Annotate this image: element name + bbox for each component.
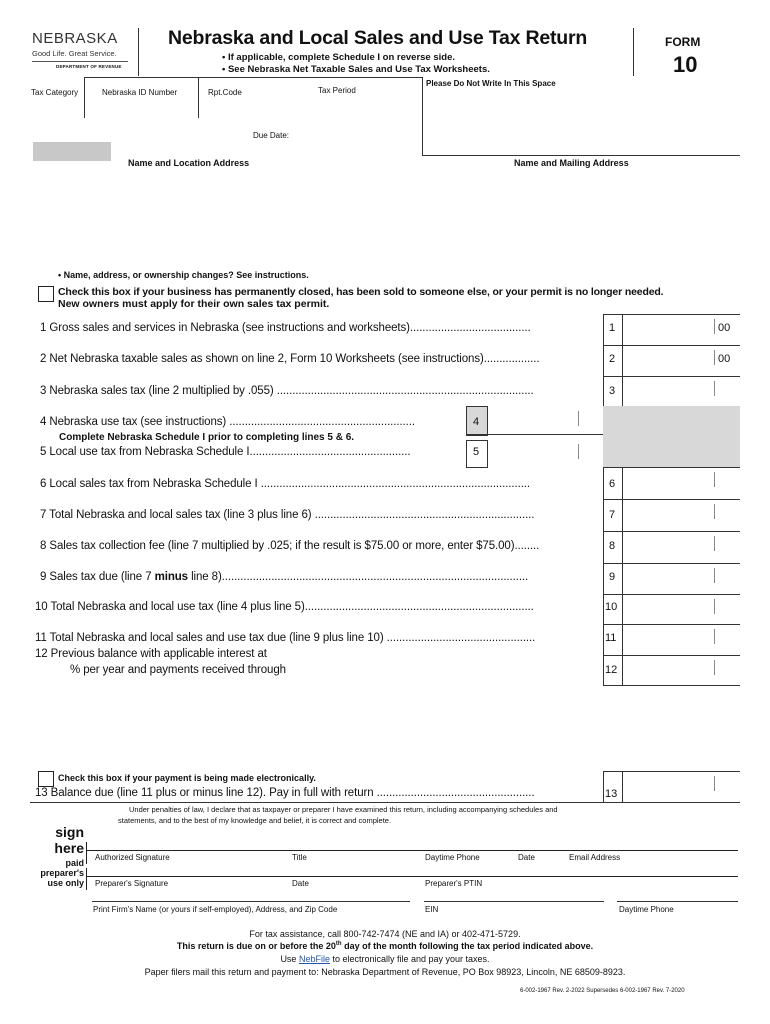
line-7-number: 7: [609, 509, 616, 521]
line-9-sales-tax-due: [40, 571, 528, 583]
line-13-balance-due: 13 Balance due (line 11 plus or minus line 12). Pay in full with return ...................................................: [35, 787, 535, 799]
preparer-date-label: Date: [292, 879, 309, 888]
line-1-gross-sales: 1 Gross sales and services in Nebraska (see instructions and worksheets).......................................: [40, 322, 531, 334]
line-5-local-use-tax: 5 Local use tax from Nebraska Schedule I....................................................: [40, 446, 411, 458]
line-8-amount-field[interactable]: [623, 532, 739, 562]
line-9-text-c: line 8)...................................................................................................: [187, 571, 529, 583]
line-3-number: 3: [609, 385, 616, 397]
preparer-ptin-label: Preparer's PTIN: [425, 879, 483, 888]
paid-preparer-label: [20, 858, 84, 888]
due-date-label: Due Date:: [253, 131, 290, 140]
email-address-label: Email Address: [569, 853, 621, 862]
preparer-signature-field[interactable]: [90, 862, 280, 876]
business-closed-text-1: Check this box if your business has permanently closed, has been sold to someone else, or your permit is no longer needed.: [58, 286, 664, 298]
line-2-amount-field[interactable]: [623, 346, 715, 374]
line-9-number: 9: [609, 571, 616, 583]
logo-department: DEPARTMENT OF REVENUE: [56, 64, 122, 69]
line-12-number: 12: [605, 664, 618, 676]
line-7-amount-field[interactable]: [623, 500, 739, 530]
line-7-total-sales-tax: 7 Total Nebraska and local sales tax (line 3 plus line 6) .......................................................................: [40, 509, 535, 521]
line-1-number: 1: [609, 322, 616, 334]
ein-label: EIN: [425, 905, 439, 914]
schedule-i-note: Complete Nebraska Schedule I prior to completing lines 5 & 6.: [59, 432, 355, 443]
line-13-number: 13: [605, 788, 618, 800]
line-10-total-use-tax: 10 Total Nebraska and local use tax (line 4 plus line 5)..........................................................................: [35, 601, 534, 613]
daytime-phone-field[interactable]: [424, 836, 510, 850]
barcode-area: [33, 142, 111, 161]
firm-phone-label: Daytime Phone: [619, 905, 674, 914]
line-6-amount-field[interactable]: [623, 468, 739, 498]
tax-assistance-note: For tax assistance, call 800-742-7474 (NE and IA) or 402-471-5729.: [249, 929, 521, 939]
title-label: Title: [292, 853, 307, 862]
name-mailing-address-label: Name and Mailing Address: [514, 158, 629, 168]
line-11-number: 11: [605, 632, 617, 644]
sign-here-label: [40, 824, 84, 856]
ein-field[interactable]: [424, 888, 604, 901]
penalty-statement-1: Under penalties of law, I declare that as taxpayer or preparer I have examined this return, including accompanying schedules and: [129, 805, 558, 814]
paid-text: paid: [65, 858, 84, 868]
preparer-date-field[interactable]: [290, 862, 410, 876]
revision-note: 6-002-1967 Rev. 2-2022 Supersedes 6-002-1967 Rev. 7-2020: [520, 988, 685, 994]
line-11-total-tax-due: 11 Total Nebraska and local sales and use tax due (line 9 plus line 10) ................................................: [35, 632, 536, 644]
penalty-statement-2: statements, and to the best of my knowledge and belief, it is correct and complete.: [118, 816, 392, 825]
here-text: here: [54, 840, 84, 856]
line-10-amount-field[interactable]: [623, 595, 739, 623]
tax-category-label: Tax Category: [31, 88, 79, 97]
tax-period-label: Tax Period: [318, 86, 356, 95]
line-12-interest-rate-text: % per year and payments received through: [70, 664, 286, 676]
preparer-signature-label: Preparer's Signature: [95, 879, 169, 888]
nebraska-logo: [32, 30, 132, 69]
line-5-amount-field[interactable]: [487, 441, 602, 466]
electronic-payment-checkbox[interactable]: [38, 771, 54, 787]
line-8-collection-fee: 8 Sales tax collection fee (line 7 multiplied by .025; if the result is $75.00 or more, enter $75.00)........: [40, 540, 540, 552]
firm-phone-field[interactable]: [617, 888, 738, 901]
line-12-previous-balance: 12 Previous balance with applicable interest at: [35, 648, 267, 660]
nebfile-link[interactable]: NebFile: [298, 954, 330, 964]
line-2-number: 2: [609, 353, 616, 365]
instruction-bullet-schedule: • If applicable, complete Schedule I on reverse side.: [222, 52, 455, 63]
preparers-text: preparer's: [40, 868, 84, 878]
line-3-nebraska-sales-tax: 3 Nebraska sales tax (line 2 multiplied by .055) ...................................................................................: [40, 385, 534, 397]
line-8-number: 8: [609, 540, 616, 552]
nebraska-id-label: Nebraska ID Number: [102, 88, 178, 97]
instruction-bullet-worksheets: • See Nebraska Net Taxable Sales and Use Tax Worksheets.: [222, 64, 490, 75]
authorized-signature-field[interactable]: [90, 836, 280, 850]
line-6-local-sales-tax: 6 Local sales tax from Nebraska Schedule I .......................................................................................: [40, 478, 530, 490]
nebfile-note: Use NebFile to electronically file and pay your taxes.: [280, 954, 490, 964]
authorized-signature-label: Authorized Signature: [95, 853, 170, 862]
ownership-changes-note: • Name, address, or ownership changes? See instructions.: [58, 270, 309, 280]
rpt-code-label: Rpt.Code: [208, 88, 242, 97]
logo-tagline: Good Life. Great Service.: [32, 49, 117, 58]
preparer-ptin-field[interactable]: [424, 862, 734, 876]
due-date-note: This return is due on or before the 20th day of the month following the tax period indicated above.: [176, 941, 594, 951]
business-closed-checkbox[interactable]: [38, 286, 54, 302]
sign-text: sign: [55, 824, 84, 840]
date-field[interactable]: [516, 836, 560, 850]
email-address-field[interactable]: [566, 836, 736, 850]
firm-name-label: Print Firm's Name (or yours if self-employed), Address, and Zip Code: [93, 905, 338, 914]
name-location-address-label: Name and Location Address: [128, 158, 250, 168]
do-not-write-label: Please Do Not Write In This Space: [426, 79, 556, 88]
form-label: FORM: [665, 35, 701, 49]
form-number: 10: [673, 52, 698, 77]
line-9-amount-field[interactable]: [623, 564, 739, 593]
line-2-net-taxable-sales: 2 Net Nebraska taxable sales as shown on line 2, Form 10 Worksheets (see instructions)..................: [40, 353, 540, 365]
business-closed-text-2: New owners must apply for their own sales tax permit.: [58, 298, 330, 310]
mailing-instructions: Paper filers mail this return and payment to: Nebraska Department of Revenue, PO Box 98923, Lincoln, NE 68509-8923.: [144, 967, 626, 977]
form-title: Nebraska and Local Sales and Use Tax Return: [168, 27, 588, 49]
line-4-nebraska-use-tax: 4 Nebraska use tax (see instructions) ............................................................: [40, 416, 415, 428]
line-1-amount-field[interactable]: [623, 315, 715, 343]
shaded-area: [603, 406, 740, 467]
line-3-amount-field[interactable]: [623, 377, 739, 405]
use-only-text: use only: [47, 878, 84, 888]
line-10-number: 10: [605, 601, 618, 613]
line-6-number: 6: [609, 478, 616, 490]
line-4-amount-field[interactable]: [487, 407, 602, 434]
line-9-text-a: 9 Sales tax due (line 7: [40, 571, 155, 583]
title-field[interactable]: [290, 836, 410, 850]
line-13-amount-field[interactable]: [623, 772, 739, 801]
line-1-cents: 00: [718, 322, 731, 334]
daytime-phone-label: Daytime Phone: [425, 853, 480, 862]
line-12-amount-field[interactable]: [623, 656, 739, 685]
line-9-minus: minus: [154, 571, 188, 583]
line-11-amount-field[interactable]: [623, 625, 739, 654]
line-5-number: 5: [473, 446, 480, 458]
date-label: Date: [518, 853, 535, 862]
line-4-number: 4: [473, 416, 480, 428]
line-2-cents: 00: [718, 353, 731, 365]
logo-name: NEBRASKA: [32, 30, 118, 47]
firm-name-field[interactable]: [92, 888, 410, 901]
electronic-payment-label: Check this box if your payment is being made electronically.: [58, 773, 316, 783]
